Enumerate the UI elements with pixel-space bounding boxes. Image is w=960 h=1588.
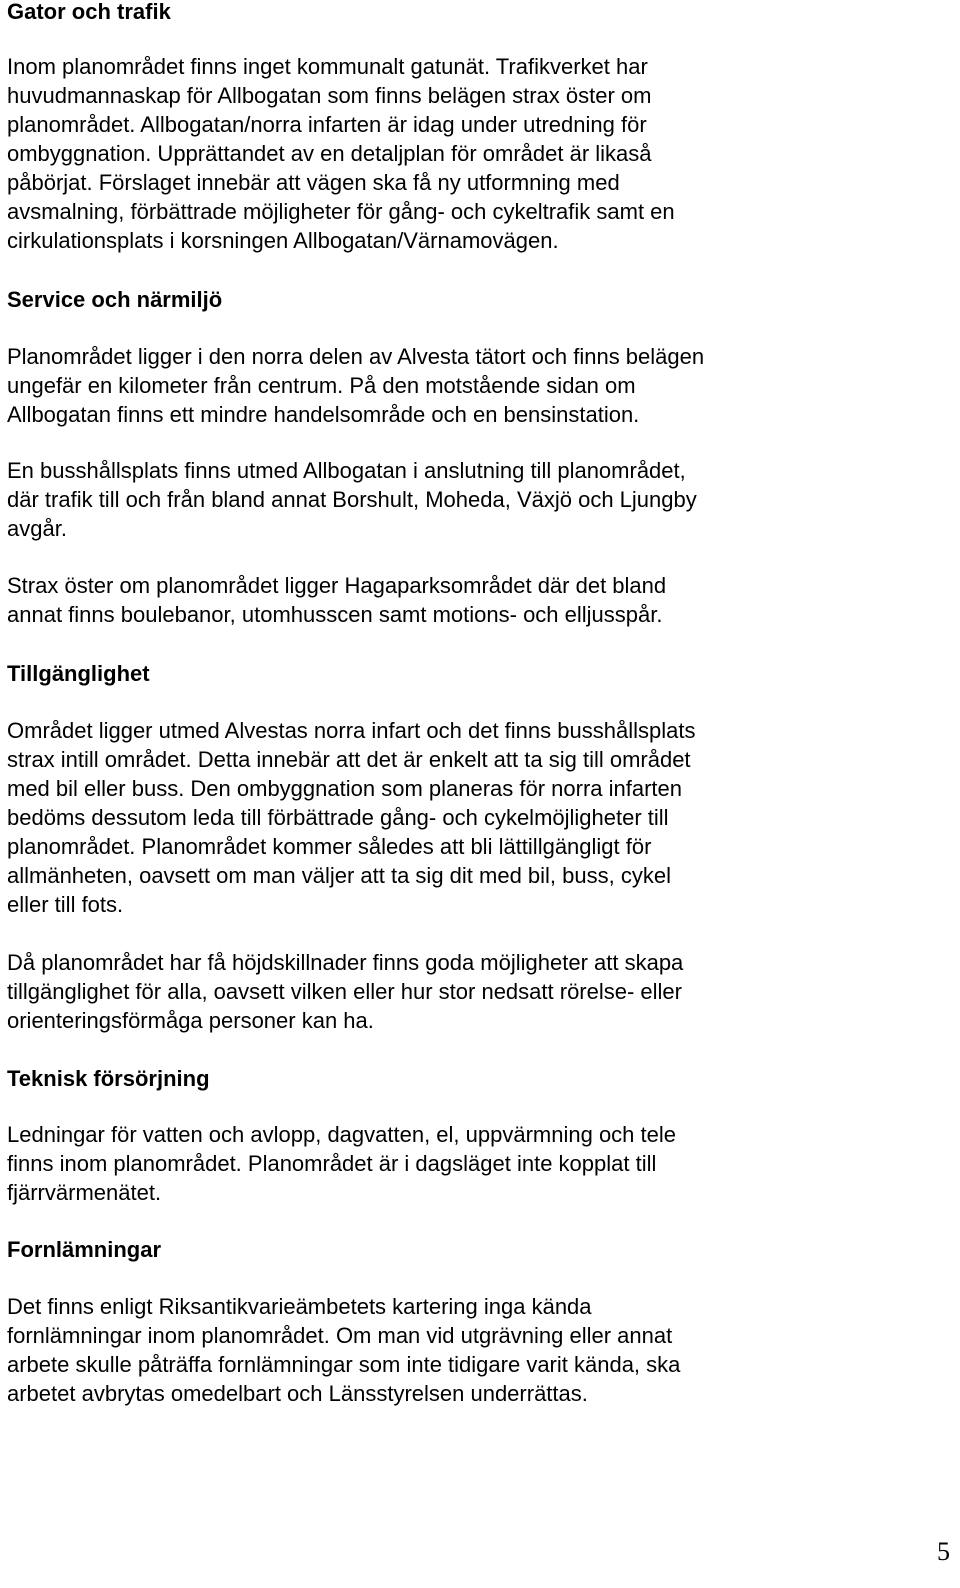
section-heading-fornlamningar: Fornlämningar	[7, 1237, 162, 1262]
paragraph-teknisk-forsorjning: Ledningar för vatten och avlopp, dagvatten, el, uppvärmning och tele finns inom planområdet. Planområdet är i dagsläget inte kopplat till fjärrvärmenätet.	[7, 1122, 677, 1205]
paragraph-service-2: En busshållsplats finns utmed Allbogatan i anslutning till planområdet, där trafik till och från bland annat Borshult, Moheda, Växjö och Ljungby avgår.	[7, 458, 697, 541]
paragraph-tillganglighet-2: Då planområdet har få höjdskillnader finns goda möjligheter att skapa tillgänglighet för alla, oavsett vilken eller hur stor nedsatt rörelse- eller orienteringsförmåga personer kan ha.	[7, 950, 684, 1033]
paragraph-gator-och-trafik: Inom planområdet finns inget kommunalt gatunät. Trafikverket har huvudmannaskap för Allbogatan som finns belägen strax öster om planområdet. Allbogatan/norra infarten är idag under utredning för ombyggnation. Upprättandet av en detaljplan för området är likaså påbörjat. Förslaget innebär att vägen ska få ny utformning med avsmalning, förbättrade möjligheter för gång- och cykeltrafik samt en cirkulationsplats i korsningen Allbogatan/Värnamovägen.	[7, 54, 675, 253]
page-number: 5	[937, 1537, 950, 1566]
paragraph-service-3: Strax öster om planområdet ligger Hagaparksområdet där det bland annat finns boulebanor, utomhusscen samt motions- och elljusspår.	[7, 573, 667, 627]
section-heading-teknisk-forsorjning: Teknisk försörjning	[7, 1066, 210, 1091]
paragraph-tillganglighet-1: Området ligger utmed Alvestas norra infart och det finns busshållsplats strax intill området. Detta innebär att det är enkelt att ta sig till området med bil eller buss. Den ombyggnation som planeras för norra infarten bedöms dessutom leda till förbättrade gång- och cykelmöjligheter till planområdet. Planområdet kommer således att bli lättillgängligt för allmänheten, oavsett om man väljer att ta sig dit med bil, buss, cykel eller till fots.	[7, 718, 696, 917]
paragraph-fornlamningar: Det finns enligt Riksantikvarieämbetets kartering inga kända fornlämningar inom planområdet. Om man vid utgrävning eller annat arbete skulle påträffa fornlämningar som inte tidigare varit kända, ska arbetet avbrytas omedelbart och Länsstyrelsen underrättas.	[7, 1294, 681, 1406]
section-heading-tillganglighet: Tillgänglighet	[7, 661, 150, 686]
section-heading-service-och-narmiljo: Service och närmiljö	[7, 287, 223, 312]
paragraph-service-1: Planområdet ligger i den norra delen av Alvesta tätort och finns belägen ungefär en kilometer från centrum. På den motstående sidan om Allbogatan finns ett mindre handelsområde och en bensinstation.	[7, 344, 705, 427]
section-heading-gator-och-trafik: Gator och trafik	[7, 0, 171, 24]
